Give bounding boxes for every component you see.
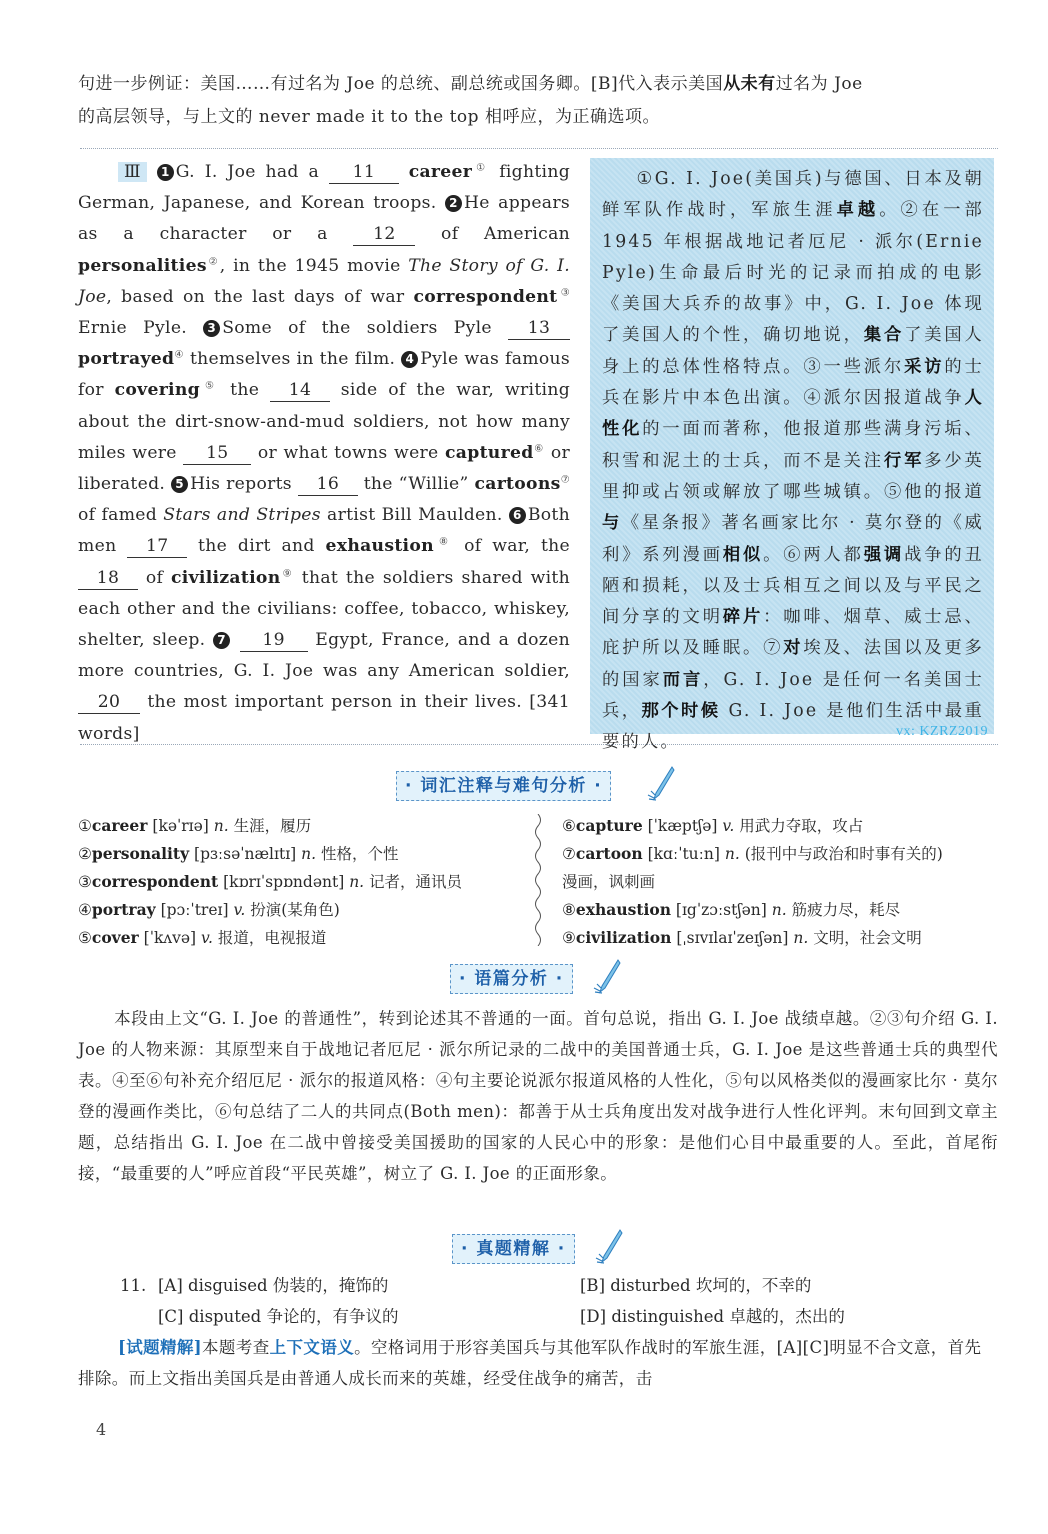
text: of war, the xyxy=(453,536,570,557)
bold-text: 采访 xyxy=(904,356,945,377)
pen-icon xyxy=(594,1228,624,1266)
text: ⑥ xyxy=(562,817,576,835)
text: or what towns were xyxy=(251,442,446,463)
phonetic: [pɔːˈtreɪ] xyxy=(160,901,229,919)
definition: 用武力夺取，攻占 xyxy=(739,817,864,835)
phonetic: [ˌsɪvɪlaɪˈzeɪʃən] xyxy=(676,929,789,947)
text: ⑦ xyxy=(562,845,576,863)
bold-text: 对 xyxy=(783,638,804,659)
translation-text xyxy=(602,164,984,759)
topic-highlight: 上下文语义 xyxy=(269,1338,355,1357)
word-count: [341 words] xyxy=(78,692,570,744)
text: themselves in the film. xyxy=(183,349,402,370)
footnote-ref: ⑧ xyxy=(433,536,454,548)
part-of-speech: n. xyxy=(793,929,809,947)
blank-13[interactable]: 13 xyxy=(508,317,570,340)
text: 的士兵在影片中本色出演。④派尔因报道战争 xyxy=(602,356,984,409)
vocab-word: capture xyxy=(575,816,643,835)
text: Ernie Pyle. xyxy=(78,318,204,339)
pen-icon xyxy=(592,958,622,996)
footnote-ref: ④ xyxy=(174,349,184,361)
section-title-answers: · 真题精解 · xyxy=(452,1234,575,1264)
text: ⑧ xyxy=(562,901,576,919)
text: 了美国人身上的总体性格特点。③一些派尔 xyxy=(602,325,984,377)
divider xyxy=(80,744,998,745)
text: , based on the last days of war xyxy=(106,286,414,307)
footnote-ref: ③ xyxy=(557,287,570,299)
phonetic: [ɪgˈzɔːstʃən] xyxy=(675,901,767,919)
vocab-word: personalities xyxy=(78,255,207,276)
vocab-word: civilization xyxy=(575,928,672,947)
wavy-divider xyxy=(532,814,544,946)
text: 本题考查 xyxy=(202,1338,270,1357)
sentence-marker-1: 1 xyxy=(157,164,174,181)
bold-text: 相似 xyxy=(722,544,764,565)
vocab-item xyxy=(78,812,528,840)
blank-14[interactable]: 14 xyxy=(270,379,330,402)
text: artist Bill Maulden. xyxy=(320,505,509,526)
vocab-item xyxy=(562,896,1002,924)
option-b[interactable]: [B] disturbed 坎坷的，不幸的 xyxy=(580,1276,812,1295)
text: Both men xyxy=(78,505,570,557)
part-of-speech: n. xyxy=(213,817,229,835)
vocab-word: correspondent xyxy=(91,872,219,891)
part-of-speech: v. xyxy=(722,817,735,835)
part-of-speech: n. xyxy=(301,845,317,863)
text: 埃及、法国以及更多的国家 xyxy=(602,638,984,690)
part-of-speech: n. xyxy=(724,845,740,863)
vocab-list-right xyxy=(562,812,1002,952)
explanation-paragraph xyxy=(78,1332,998,1394)
text: ⑨ xyxy=(562,929,576,947)
text: 句进一步例证：美国……有过名为 Joe 的总统、副总统或国务卿。[B]代入表示美国 xyxy=(78,74,724,94)
phonetic: [kɒrɪˈspɒndənt] xyxy=(223,873,345,891)
vocab-item xyxy=(78,840,528,868)
bold-text: 强调 xyxy=(863,544,905,565)
text: ① xyxy=(78,817,92,835)
text: the “Willie” xyxy=(357,474,475,495)
definition: 性格，个性 xyxy=(321,845,399,863)
vocab-word: cover xyxy=(91,928,139,947)
sentence-marker-2: 2 xyxy=(445,195,462,212)
text: the most important person in their lives. xyxy=(140,692,530,713)
text: 的高层领导，与上文的 never made it to the top 相呼应，为正确选项。 xyxy=(78,107,660,127)
vocab-list-left xyxy=(78,812,528,952)
movie-title: The Story of G. I. Joe xyxy=(78,255,570,307)
section-title-analysis: · 语篇分析 · xyxy=(450,964,573,994)
blank-18[interactable]: 18 xyxy=(78,567,138,590)
bold-text: 那个时候 xyxy=(641,701,721,722)
text: side of the war, writing about the dirt-snow-and-mud soldiers, not how many miles were xyxy=(78,380,571,463)
part-of-speech: v. xyxy=(233,901,246,919)
pen-icon xyxy=(646,765,676,803)
footnote-ref: ⑥ xyxy=(533,443,545,455)
vocab-item-cont: 漫画，讽刺画 xyxy=(562,873,656,891)
text: 本段由上文“G. I. Joe 的普通性”，转到论述其不普通的一面。首句总说，指出 G. I. Joe 战绩卓越。②③句介绍 G. I. Joe 的人物来源：其原型来自于战地记者厄尼 · 派尔所记录的二战中的美国普通士兵，G. I. Joe 是这些普通士兵的典型代表。④至⑥句补充介绍厄尼 · 派尔的报道风格：④句主要论说派尔报道风格的人性化，⑤句以风格类似的漫画家比尔 · 莫尔登的漫画作类比，⑥句总结了二人的共同点(Both men)：都善于从士兵角度出发对战争进行人性化评判。末句回到文章主题，总结指出 G. I. Joe 在二战中曾接受美国援助的国家的人民心中的形象：是他们心目中最重要的人。至此，首尾衔接，“最重要的人”呼应首段“平民英雄”，树立了 G. I. Joe 的正面形象。 xyxy=(78,1009,998,1183)
text: that the soldiers shared with each other and the civilians: coffee, tobacco, whiskey, shelter, sleep. xyxy=(78,567,570,651)
bold-text: 而言 xyxy=(662,669,704,690)
passage-text xyxy=(78,157,570,750)
text: 《星条报》著名画家比尔 · 莫尔登的《威利》系列漫画 xyxy=(602,513,984,565)
text: 。②在一部 1945 年根据战地记者厄尼 · 派尔(Ernie Pyle)生命最后时光的记录而拍成的电影《美国大兵乔的故事》中，G. I. Joe 体现了美国人的个性，确切地说， xyxy=(602,200,984,346)
vocab-item xyxy=(562,812,1002,840)
top-paragraph xyxy=(78,68,998,134)
sentence-marker-3: 3 xyxy=(203,320,220,337)
vocab-word: civilization xyxy=(171,567,281,588)
option-d[interactable]: [D] distinguished 卓越的，杰出的 xyxy=(580,1307,845,1326)
part-of-speech: n. xyxy=(771,901,787,919)
text: Some of the soldiers Pyle xyxy=(222,318,508,339)
text: G. I. Joe had a xyxy=(175,162,329,182)
sentence-marker-5: 5 xyxy=(171,476,188,493)
text: Egypt, France, and a dozen more countries, G. I. Joe was any American soldier, xyxy=(78,630,571,682)
text: of xyxy=(138,567,171,588)
text: 的一面而著称，他报道那些满身污垢、积雪和泥土的士兵，而不是关注 xyxy=(602,419,984,471)
text: ④ xyxy=(78,901,92,919)
vocab-word: captured xyxy=(445,442,534,463)
vocab-item xyxy=(562,840,1002,868)
watermark: vx: KZRZ2019 xyxy=(896,724,988,739)
definition: 记者，通讯员 xyxy=(369,873,463,891)
definition: 文明，社会文明 xyxy=(813,929,922,947)
blank-20[interactable]: 20 xyxy=(78,691,140,714)
section-numeral: Ⅲ xyxy=(120,162,145,182)
text: 战争的丑陋和损耗，以及士兵相互之间以及与平民之间分享的文明 xyxy=(602,544,984,628)
sentence-marker-6: 6 xyxy=(509,507,526,524)
text: or liberated. xyxy=(78,442,570,495)
footnote-ref: ⑤ xyxy=(200,380,220,392)
text: ⑤ xyxy=(78,929,92,947)
phonetic: [ˈkʌvə] xyxy=(143,929,197,947)
vocab-word: portrayed xyxy=(78,349,175,370)
text: the xyxy=(219,380,270,401)
text: ①G. I. Joe(美国兵)与德国、日本及朝鲜军队作战时，军旅生涯 xyxy=(602,169,984,221)
vocab-word: cartoons xyxy=(474,474,561,495)
text: He appears as a character or a xyxy=(78,193,570,245)
text: fighting German, Japanese, and Korean troops. xyxy=(78,162,571,214)
part-of-speech: v. xyxy=(201,929,213,947)
vocab-item xyxy=(562,924,1002,952)
definition: 扮演(某角色) xyxy=(250,901,340,919)
phonetic: [ˈkæptʃə] xyxy=(647,817,718,835)
text: His reports xyxy=(190,474,298,495)
question-number: 11. xyxy=(120,1276,147,1295)
footnote-ref: ② xyxy=(206,255,220,267)
definition: 报道，电视报道 xyxy=(217,929,327,947)
text: the dirt and xyxy=(187,536,326,557)
blank-16[interactable]: 16 xyxy=(298,473,358,496)
divider xyxy=(80,148,998,149)
text: of famed xyxy=(78,505,164,526)
blank-15[interactable]: 15 xyxy=(183,442,251,465)
option-a[interactable]: [A] disguised 伪装的，掩饰的 xyxy=(158,1276,389,1295)
phonetic: [kəˈrɪə] xyxy=(152,817,209,835)
phonetic: [kɑːˈtuːn] xyxy=(647,845,720,863)
text: , in the 1945 movie xyxy=(219,255,409,276)
definition: 生涯，履历 xyxy=(233,817,312,835)
vocab-item xyxy=(78,896,528,924)
vocab-item xyxy=(78,924,528,952)
vocab-word: covering xyxy=(114,380,200,401)
footnote-ref: ⑨ xyxy=(280,567,294,579)
blank-11[interactable]: 11 xyxy=(329,161,399,184)
vocab-word: exhaustion xyxy=(325,536,434,557)
translation-box xyxy=(590,158,994,753)
text: Pyle was famous for xyxy=(78,349,570,401)
text: 多少英里抑或占领或解放了哪些城镇。⑤他的报道 xyxy=(602,450,984,502)
section-title-vocab: · 词汇注释与难句分析 · xyxy=(396,771,611,801)
bold-text: 人性化 xyxy=(602,388,984,440)
explanation-label: [试题精解] xyxy=(118,1338,203,1357)
vocab-word: personality xyxy=(91,844,190,863)
text: ③ xyxy=(78,873,92,891)
text: 过名为 Joe xyxy=(775,74,863,94)
vocab-word: exhaustion xyxy=(575,900,671,919)
definition: 筋疲力尽，耗尽 xyxy=(791,901,901,919)
blank-17[interactable]: 17 xyxy=(127,535,187,558)
vocab-item xyxy=(78,868,528,896)
sentence-marker-7: 7 xyxy=(213,632,230,649)
bold-text: 与 xyxy=(602,513,622,534)
text: ：咖啡、烟草、威士忌、庇护所以及睡眠。⑦ xyxy=(602,607,984,659)
text: ② xyxy=(78,845,92,863)
text: ，G. I. Joe 是任何一名美国士兵， xyxy=(602,669,984,722)
vocab-word: correspondent xyxy=(413,286,558,307)
footnote-ref: ⑦ xyxy=(560,474,570,486)
newspaper-title: Stars and Stripes xyxy=(163,505,321,526)
footnote-ref: ① xyxy=(472,162,490,174)
definition: (报刊中与政治和时事有关的) xyxy=(744,845,943,863)
bold-text: 碎片 xyxy=(722,607,764,628)
text: of American xyxy=(415,224,570,245)
bold-text: 行军 xyxy=(883,450,925,471)
bold-text: 集合 xyxy=(863,325,905,346)
bold-text: 卓越 xyxy=(836,200,880,221)
bold-text: 从未有 xyxy=(723,74,776,94)
page-number: 4 xyxy=(96,1420,107,1439)
blank-19[interactable]: 19 xyxy=(240,629,308,652)
sentence-marker-4: 4 xyxy=(401,351,418,368)
vocab-word: career xyxy=(408,162,473,182)
vocab-word: career xyxy=(91,816,148,835)
phonetic: [pɜːsəˈnælɪtɪ] xyxy=(194,845,297,863)
text: G. I. Joe 是他们生活中最重要的人。 xyxy=(602,701,984,753)
blank-12[interactable]: 12 xyxy=(353,223,415,246)
part-of-speech: n. xyxy=(349,873,365,891)
text: 。空格词用于形容美国兵与其他军队作战时的军旅生涯，[A][C]明显不合文意，首先排除。而上文指出美国兵是由普通人成长而来的英雄，经受住战争的痛苦，击 xyxy=(78,1338,982,1388)
option-c[interactable]: [C] disputed 争论的，有争议的 xyxy=(158,1307,399,1326)
vocab-word: cartoon xyxy=(575,844,643,863)
analysis-paragraph xyxy=(78,1003,998,1189)
text: 。⑥两人都 xyxy=(763,544,864,565)
vocab-word: portray xyxy=(91,900,156,919)
